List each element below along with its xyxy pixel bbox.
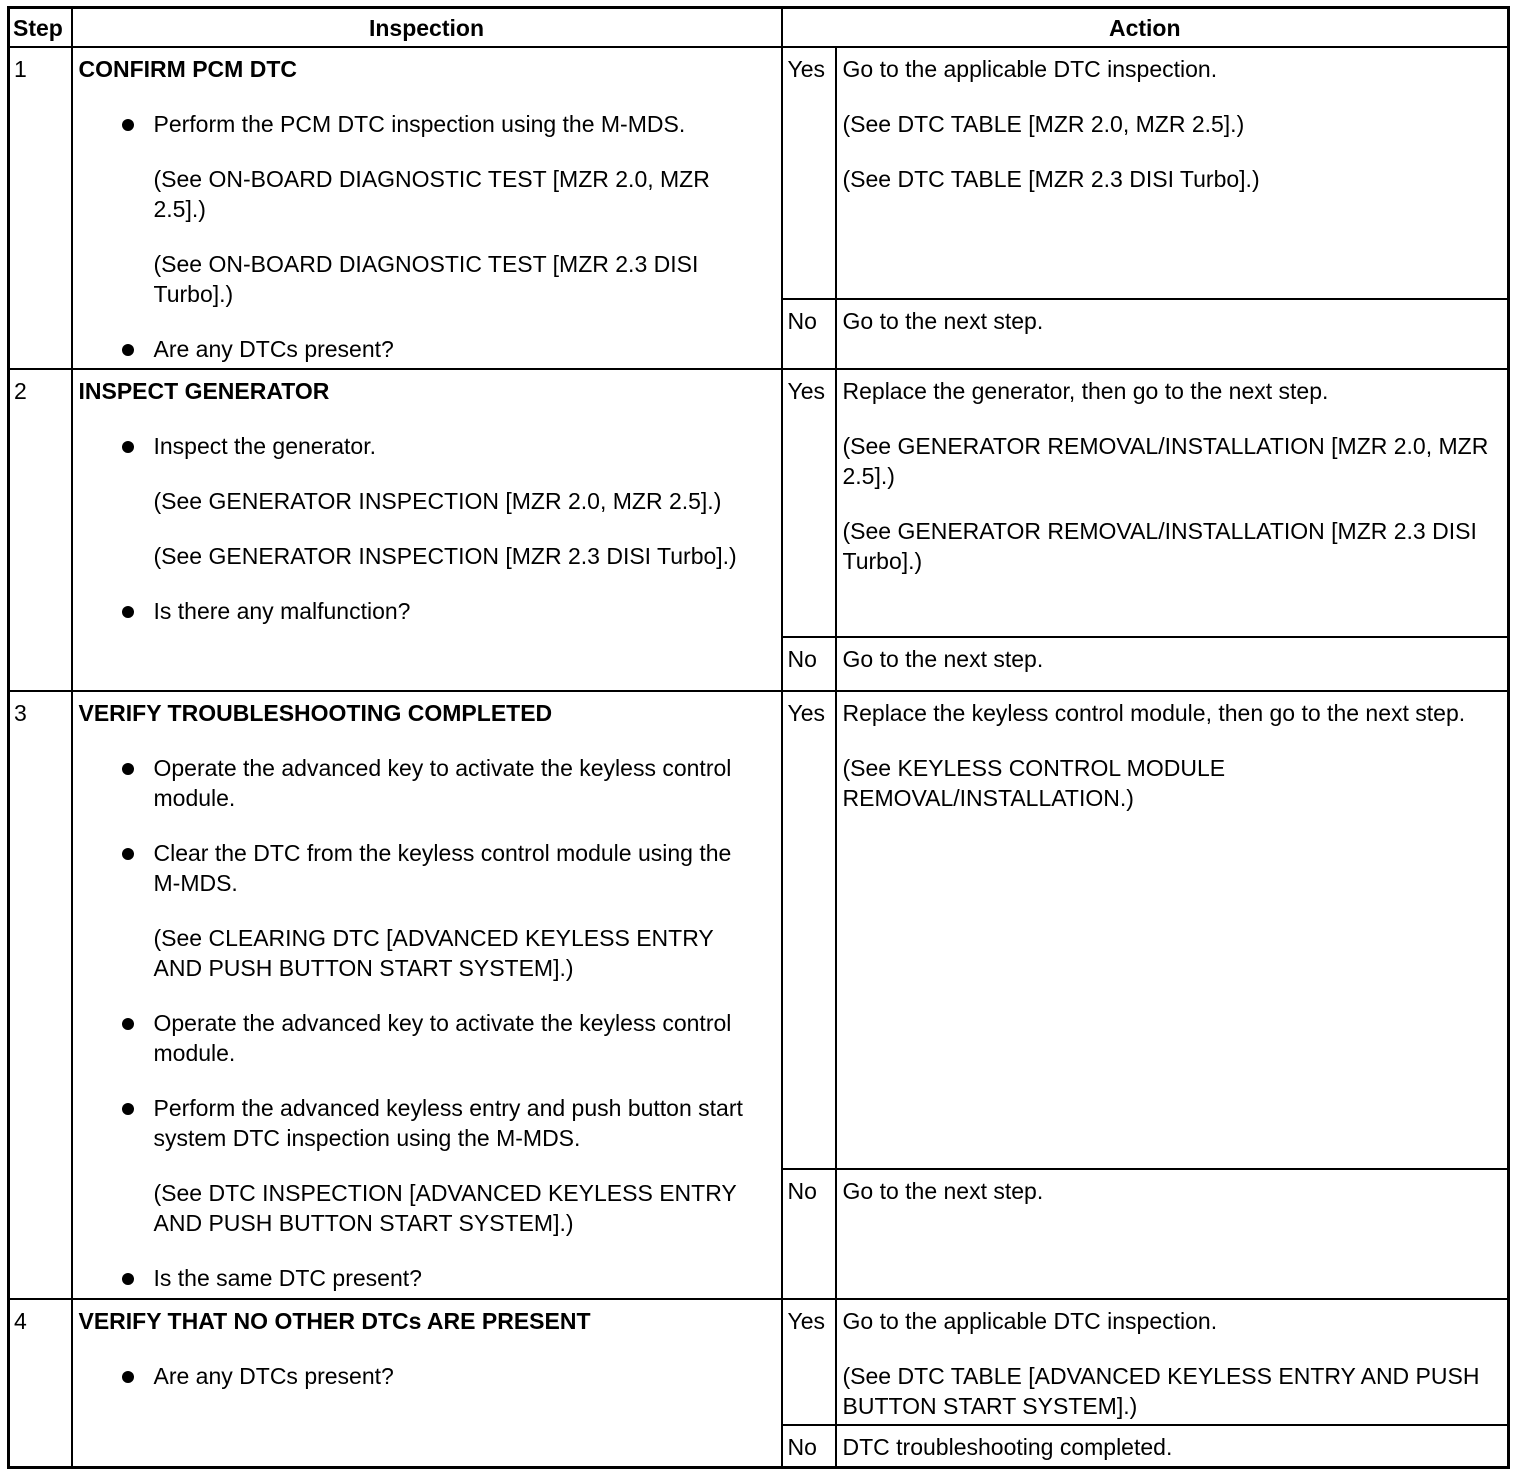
bullet-icon xyxy=(122,344,134,356)
yes-label: Yes xyxy=(782,47,836,299)
step-title: VERIFY THAT NO OTHER DTCs ARE PRESENT xyxy=(78,1308,591,1334)
action-reference: (See DTC TABLE [MZR 2.3 DISI Turbo].) xyxy=(842,166,1260,192)
bullet-icon xyxy=(122,119,134,131)
step-4-yes-row xyxy=(9,1299,1509,1425)
bullet-icon xyxy=(122,1018,134,1030)
step-title: VERIFY TROUBLESHOOTING COMPLETED xyxy=(78,700,553,726)
action-reference: (See GENERATOR REMOVAL/INSTALLATION [MZR 2.3 DISI Turbo].) xyxy=(842,518,1477,574)
action-reference: (See DTC TABLE [ADVANCED KEYLESS ENTRY AND PUSH BUTTON START SYSTEM].) xyxy=(842,1363,1480,1419)
inspection-reference: (See CLEARING DTC [ADVANCED KEYLESS ENTRY AND PUSH BUTTON START SYSTEM].) xyxy=(153,925,714,981)
inspection-bullet: Perform the advanced keyless entry and push button start system DTC inspection using the M-MDS. xyxy=(79,1093,775,1153)
inspection-bullet: Are any DTCs present? xyxy=(79,334,775,364)
yes-label: Yes xyxy=(782,369,836,637)
no-action: DTC troubleshooting completed. xyxy=(836,1425,1509,1467)
step-3-yes-row xyxy=(9,691,1509,1169)
step-inspection xyxy=(72,47,782,369)
yes-label: Yes xyxy=(782,691,836,1169)
bullet-icon xyxy=(122,1103,134,1115)
inspection-bullet: Clear the DTC from the keyless control module using the M-MDS. xyxy=(79,838,775,898)
step-number: 2 xyxy=(9,369,72,691)
step-inspection xyxy=(72,691,782,1299)
inspection-bullet: Is the same DTC present? xyxy=(79,1263,775,1293)
step-inspection xyxy=(72,369,782,691)
action-reference: (See DTC TABLE [MZR 2.0, MZR 2.5].) xyxy=(842,111,1245,137)
bullet-icon xyxy=(122,848,134,860)
action-text: Go to the applicable DTC inspection. xyxy=(842,1308,1218,1334)
action-text: Replace the keyless control module, then go to the next step. xyxy=(842,700,1466,726)
header-action: Action xyxy=(782,8,1509,48)
no-label: No xyxy=(782,637,836,691)
no-action: Go to the next step. xyxy=(836,1169,1509,1299)
step-inspection xyxy=(72,1299,782,1467)
inspection-bullet: Inspect the generator. xyxy=(79,431,775,461)
header-inspection: Inspection xyxy=(72,8,782,48)
no-label: No xyxy=(782,1169,836,1299)
action-text: Go to the applicable DTC inspection. xyxy=(842,56,1218,82)
step-title: INSPECT GENERATOR xyxy=(78,378,330,404)
no-label: No xyxy=(782,1425,836,1467)
yes-action xyxy=(836,691,1509,1169)
bullet-icon xyxy=(122,1273,134,1285)
yes-label: Yes xyxy=(782,1299,836,1425)
header-row xyxy=(9,8,1509,48)
no-action: Go to the next step. xyxy=(836,637,1509,691)
header-step: Step xyxy=(9,8,72,48)
bullet-icon xyxy=(122,441,134,453)
step-number: 4 xyxy=(9,1299,72,1467)
step-number: 3 xyxy=(9,691,72,1299)
inspection-reference: (See GENERATOR INSPECTION [MZR 2.0, MZR 2.5].) xyxy=(153,488,722,514)
yes-action xyxy=(836,47,1509,299)
step-title: CONFIRM PCM DTC xyxy=(78,56,297,82)
troubleshooting-table xyxy=(7,6,1510,1469)
step-number: 1 xyxy=(9,47,72,369)
bullet-icon xyxy=(122,1371,134,1383)
inspection-reference: (See ON-BOARD DIAGNOSTIC TEST [MZR 2.3 DISI Turbo].) xyxy=(153,251,699,307)
inspection-bullet: Is there any malfunction? xyxy=(79,596,775,626)
step-1-yes-row xyxy=(9,47,1509,299)
inspection-bullet: Operate the advanced key to activate the keyless control module. xyxy=(79,1008,775,1068)
yes-action xyxy=(836,369,1509,637)
inspection-bullet: Operate the advanced key to activate the keyless control module. xyxy=(79,753,775,813)
no-action: Go to the next step. xyxy=(836,299,1509,369)
yes-action xyxy=(836,1299,1509,1425)
inspection-reference: (See ON-BOARD DIAGNOSTIC TEST [MZR 2.0, MZR 2.5].) xyxy=(153,166,710,222)
no-label: No xyxy=(782,299,836,369)
bullet-icon xyxy=(122,606,134,618)
action-text: Replace the generator, then go to the next step. xyxy=(842,378,1329,404)
inspection-reference: (See DTC INSPECTION [ADVANCED KEYLESS ENTRY AND PUSH BUTTON START SYSTEM].) xyxy=(153,1180,737,1236)
step-2-yes-row xyxy=(9,369,1509,637)
inspection-bullet: Perform the PCM DTC inspection using the M-MDS. xyxy=(79,109,775,139)
inspection-reference: (See GENERATOR INSPECTION [MZR 2.3 DISI Turbo].) xyxy=(153,543,737,569)
action-reference: (See GENERATOR REMOVAL/INSTALLATION [MZR 2.0, MZR 2.5].) xyxy=(842,433,1489,489)
action-reference: (See KEYLESS CONTROL MODULE REMOVAL/INSTALLATION.) xyxy=(842,755,1226,811)
bullet-icon xyxy=(122,763,134,775)
inspection-bullet: Are any DTCs present? xyxy=(79,1361,775,1391)
